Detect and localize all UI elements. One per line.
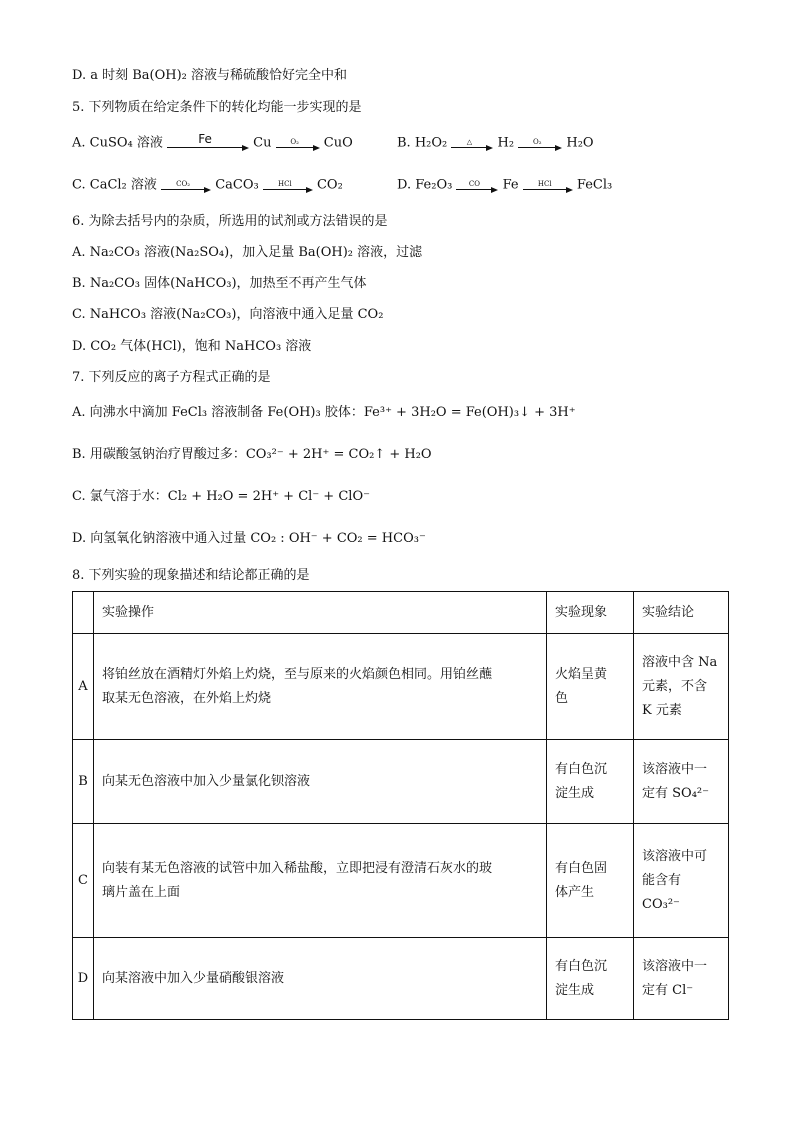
phenomenon-line: 火焰呈黄: [555, 666, 608, 682]
phenomenon-cell: [547, 938, 634, 1020]
row-label: A: [73, 634, 94, 740]
table-row: [73, 824, 729, 938]
reaction-arrow: [518, 134, 562, 152]
conclusion-line: 能含有: [642, 872, 682, 888]
q5c-end: CO₂: [316, 177, 343, 193]
operation-line: 璃片盖在上面: [102, 884, 181, 900]
phenomenon-line: 色: [555, 690, 569, 706]
q5-option-d: [397, 176, 612, 195]
q5b-prefix: B. H₂O₂: [397, 135, 448, 151]
q7-option-d: D. 向氢氧化钠溶液中通入过量 CO₂ : OH⁻ + CO₂ = HCO₃⁻: [72, 531, 426, 546]
q5d-end: FeCl₃: [576, 177, 613, 193]
row-label: C: [73, 824, 94, 938]
arrow-condition: CO: [468, 180, 480, 188]
q5d-mid: Fe: [502, 177, 519, 193]
q7-option-c: C. 氯气溶于水：Cl₂ + H₂O = 2H⁺ + Cl⁻ + ClO⁻: [72, 489, 370, 504]
header-operation: 实验操作: [94, 592, 547, 634]
reaction-arrow: [167, 134, 249, 152]
row-label: D: [73, 938, 94, 1020]
q7-option-b: B. 用碳酸氢钠治疗胃酸过多：CO₃²⁻ + 2H⁺ = CO₂↑ + H₂O: [72, 447, 432, 462]
q7-option-a: A. 向沸水中滴加 FeCl₃ 溶液制备 Fe(OH)₃ 胶体：Fe³⁺ + 3H₂O = Fe(OH)₃↓ + 3H⁺: [72, 405, 576, 420]
conclusion-cell: [634, 824, 729, 938]
phenomenon-line: 有白色沉: [555, 761, 608, 777]
reaction-arrow: [276, 134, 320, 152]
reaction-arrow: [456, 176, 498, 194]
conclusion-line: 该溶液中一: [642, 761, 708, 777]
arrow-condition: HCl: [537, 180, 552, 188]
table-header-row: [73, 592, 729, 634]
operation-cell: [94, 938, 547, 1020]
conclusion-line: 元素，不含: [642, 678, 708, 694]
operation-line: 将铂丝放在酒精灯外焰上灼烧，至与原来的火焰颜色相同。用铂丝蘸: [102, 666, 493, 682]
q5b-mid: H₂: [497, 135, 515, 151]
header-conclusion: 实验结论: [634, 592, 729, 634]
reaction-arrow: [161, 176, 211, 194]
reaction-arrow: [451, 134, 493, 152]
q5a-mid: Cu: [253, 135, 272, 151]
header-label-cell: [73, 592, 94, 634]
q5-stem: 5. 下列物质在给定条件下的转化均能一步实现的是: [72, 100, 362, 115]
q6-option-d: D. CO₂ 气体(HCl)，饱和 NaHCO₃ 溶液: [72, 339, 312, 354]
table-row: [73, 740, 729, 824]
q5-option-c: [72, 176, 343, 195]
operation-cell: [94, 634, 547, 740]
q4-option-d: D. a 时刻 Ba(OH)₂ 溶液与稀硫酸恰好完全中和: [72, 68, 348, 83]
q5c-mid: CaCO₃: [215, 177, 259, 193]
header-phenomenon: 实验现象: [547, 592, 634, 634]
arrow-condition: O₂: [290, 138, 299, 146]
q5a-prefix: A. CuSO₄ 溶液: [72, 135, 163, 151]
phenomenon-cell: [547, 824, 634, 938]
phenomenon-line: 有白色沉: [555, 958, 608, 974]
phenomenon-cell: [547, 634, 634, 740]
reaction-arrow: [263, 176, 313, 194]
arrow-condition: Fe: [198, 132, 212, 146]
phenomenon-line: 有白色固: [555, 860, 608, 876]
conclusion-cell: [634, 740, 729, 824]
operation-line: 向某无色溶液中加入少量氯化钡溶液: [102, 773, 311, 789]
conclusion-line: 定有 Cl⁻: [642, 982, 694, 998]
q7-stem: 7. 下列反应的离子方程式正确的是: [72, 370, 271, 385]
q5-option-a: [72, 134, 353, 153]
phenomenon-line: 体产生: [555, 884, 595, 900]
conclusion-line: K 元素: [642, 702, 682, 718]
arrow-condition: HCl: [277, 180, 292, 188]
q6-stem: 6. 为除去括号内的杂质，所选用的试剂或方法错误的是: [72, 214, 388, 229]
table-row: [73, 938, 729, 1020]
q8-stem: 8. 下列实验的现象描述和结论都正确的是: [72, 568, 310, 583]
conclusion-line: 溶液中含 Na: [642, 654, 718, 670]
q6-option-a: A. Na₂CO₃ 溶液(Na₂SO₄)，加入足量 Ba(OH)₂ 溶液，过滤: [72, 245, 423, 260]
arrow-condition: O₂: [532, 138, 542, 146]
phenomenon-line: 淀生成: [555, 982, 595, 998]
arrow-condition: CO₂: [176, 180, 190, 188]
reaction-arrow: [523, 176, 573, 194]
operation-line: 向装有某无色溶液的试管中加入稀盐酸，立即把浸有澄清石灰水的玻: [102, 860, 493, 876]
q5c-prefix: C. CaCl₂ 溶液: [72, 177, 157, 193]
table-row: [73, 634, 729, 740]
q5b-end: H₂O: [566, 135, 594, 151]
experiment-table: [72, 591, 729, 1020]
conclusion-line: 该溶液中可: [642, 848, 708, 864]
operation-cell: [94, 740, 547, 824]
q5a-end: CuO: [323, 135, 353, 151]
conclusion-cell: [634, 634, 729, 740]
conclusion-line: 该溶液中一: [642, 958, 708, 974]
operation-line: 取某无色溶液，在外焰上灼烧: [102, 690, 272, 706]
arrow-condition: △: [466, 138, 473, 146]
phenomenon-line: 淀生成: [555, 785, 595, 801]
operation-cell: [94, 824, 547, 938]
conclusion-cell: [634, 938, 729, 1020]
phenomenon-cell: [547, 740, 634, 824]
q6-option-b: B. Na₂CO₃ 固体(NaHCO₃)，加热至不再产生气体: [72, 276, 367, 291]
q5d-prefix: D. Fe₂O₃: [397, 177, 453, 193]
q5-option-b: [397, 134, 594, 153]
conclusion-line: CO₃²⁻: [642, 896, 680, 912]
operation-line: 向某溶液中加入少量硝酸银溶液: [102, 970, 285, 986]
conclusion-line: 定有 SO₄²⁻: [642, 785, 709, 801]
row-label: B: [73, 740, 94, 824]
q6-option-c: C. NaHCO₃ 溶液(Na₂CO₃)，向溶液中通入足量 CO₂: [72, 307, 384, 322]
